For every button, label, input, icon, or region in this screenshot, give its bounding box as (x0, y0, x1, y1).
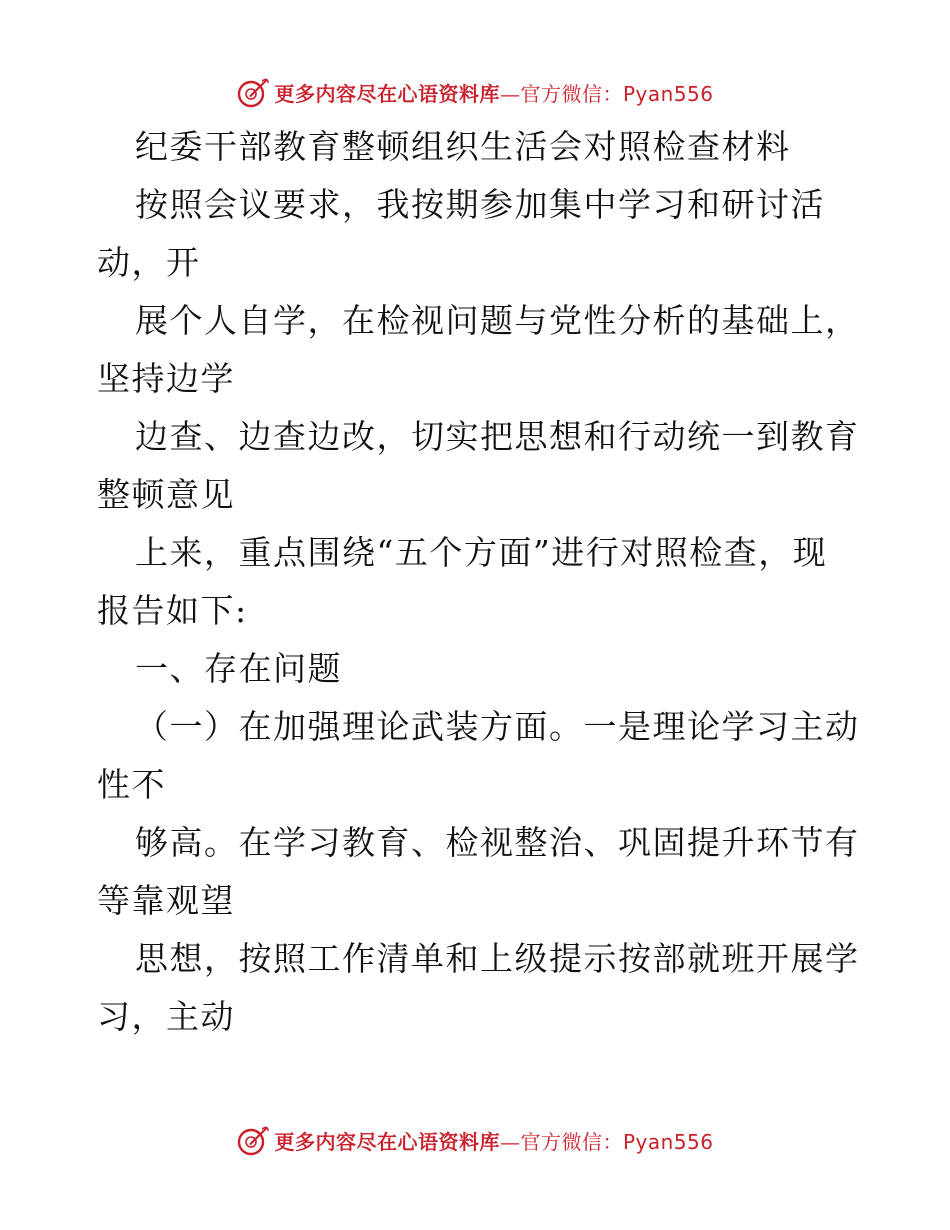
paragraph-line: 动，开 (97, 243, 201, 282)
footer-banner (0, 1118, 950, 1162)
document-body (97, 118, 877, 1046)
paragraph-line: 整顿意见 (97, 475, 235, 514)
paragraph-line: 坚持边学 (97, 359, 235, 398)
header-wechat-id: Pyan556 (622, 81, 714, 106)
header-banner (0, 70, 950, 114)
footer-main-text: 更多内容尽在心语资料库 (274, 1129, 500, 1154)
paragraph-line: 按照会议要求，我按期参加集中学习和研讨活 (135, 185, 825, 224)
section-heading: 一、存在问题 (135, 649, 342, 688)
paragraph-line: （一）在加强理论武装方面。一是理论学习主动 (135, 707, 860, 746)
header-wechat-label: 官方微信： (520, 81, 623, 106)
paragraph-line: 够高。在学习教育、检视整治、巩固提升环节有 (135, 823, 860, 862)
paragraph-line: 上来，重点围绕“五个方面”进行对照检查，现 (135, 533, 828, 572)
paragraph-line: 性不 (97, 765, 166, 804)
header-separator: — (499, 81, 521, 106)
footer-wechat-id: Pyan556 (622, 1129, 714, 1154)
document-title: 纪委干部教育整顿组织生活会对照检查材料 (135, 127, 791, 166)
footer-wechat-label: 官方微信： (520, 1129, 623, 1154)
quill-logo-icon (236, 1123, 270, 1157)
paragraph-line: 边查、边查边改，切实把思想和行动统一到教育 (135, 417, 860, 456)
footer-separator: — (499, 1129, 521, 1154)
paragraph-line: 等靠观望 (97, 881, 235, 920)
header-main-text: 更多内容尽在心语资料库 (274, 81, 500, 106)
paragraph-line: 习，主动 (97, 997, 235, 1036)
quill-logo-icon (236, 75, 270, 109)
paragraph-line: 报告如下: (97, 591, 248, 630)
paragraph-line: 思想，按照工作清单和上级提示按部就班开展学 (135, 939, 860, 978)
paragraph-line: 展个人自学，在检视问题与党性分析的基础上， (135, 301, 860, 340)
